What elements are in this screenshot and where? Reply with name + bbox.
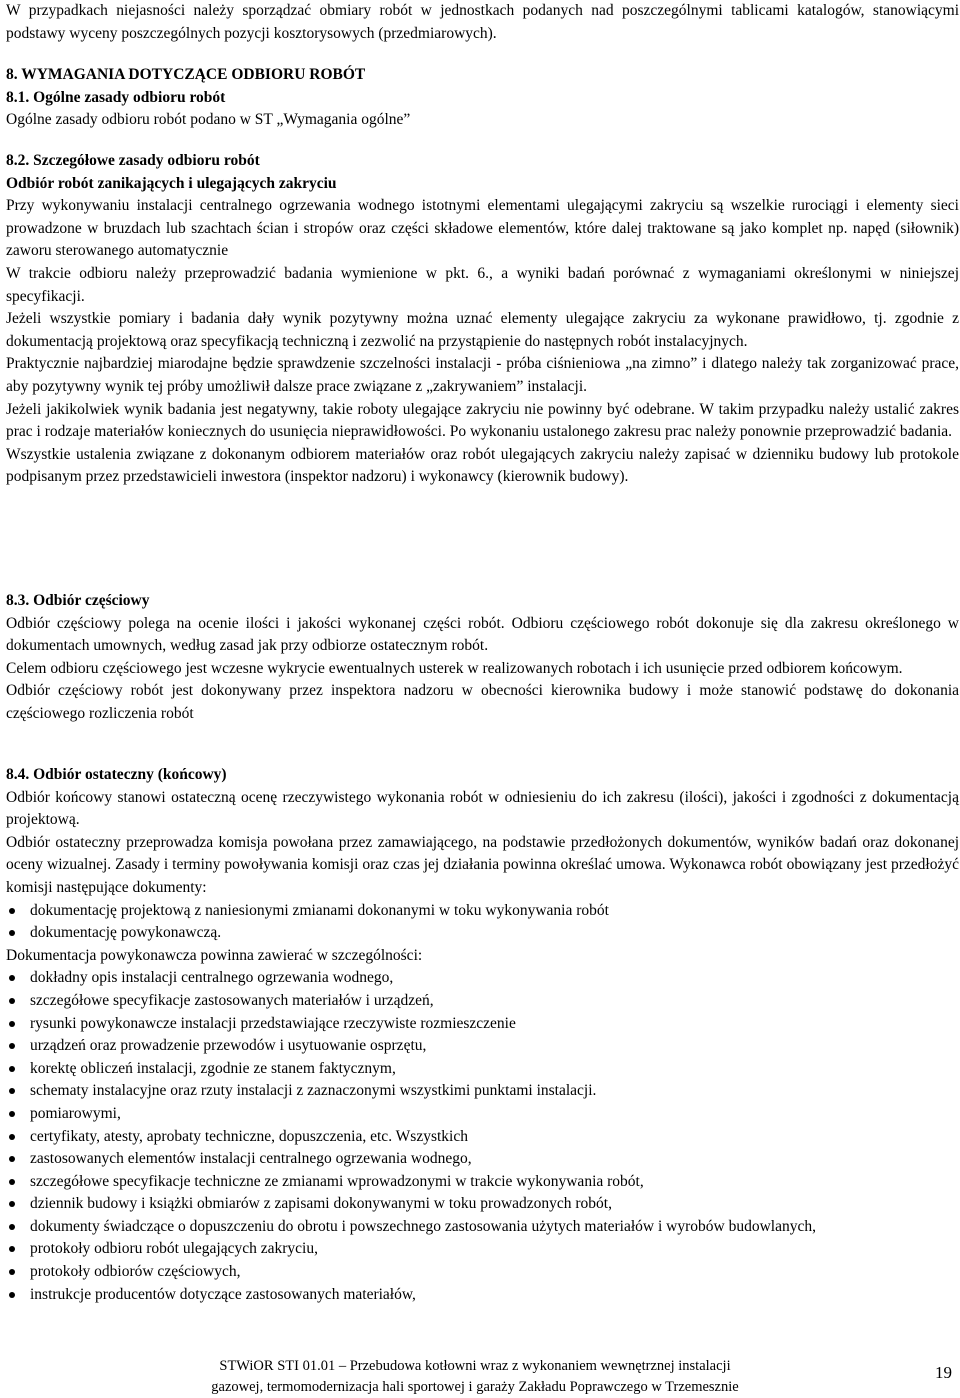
list-item: urządzeń oraz prowadzenie przewodów i usytuowanie osprzętu, xyxy=(6,1035,959,1058)
section-8-2-block xyxy=(6,150,959,489)
section-8-4-block xyxy=(6,764,959,1306)
section-8-2-paragraph-6: Wszystkie ustalenia związane z dokonanym odbiorem materiałów oraz robót ulegających zakryciu należy zapisać w dzienniku budowy lub protokole podpisanym przez przedstawicieli inwestora (inspektor nadzoru) i wykonawcy (kierownik budowy). xyxy=(6,445,959,486)
footer-line-2: gazowej, termomodernizacja hali sportowej i garaży Zakładu Poprawczego w Trzemesznie xyxy=(211,1379,739,1395)
list-item: protokoły odbiorów częściowych, xyxy=(6,1261,959,1284)
section-8-heading: 8. WYMAGANIA DOTYCZĄCE ODBIORU ROBÓT xyxy=(6,66,366,83)
section-8-4-heading: 8.4. Odbiór ostateczny (końcowy) xyxy=(6,766,227,783)
section-8-3-paragraph-3: Odbiór częściowy robót jest dokonywany przez inspektora nadzoru w obecności kierownika budowy i może stanowić podstawę do dokonania częściowego rozliczenia robót xyxy=(6,682,959,722)
page-number: 19 xyxy=(935,1363,952,1382)
section-8-1-heading: 8.1. Ogólne zasady odbioru robót xyxy=(6,88,226,106)
section-8-2-paragraph-1: Przy wykonywaniu instalacji centralnego ogrzewania wodnego istotnymi elementami ulegającymi zakryciu są wszelkie rurociągi i elementy sieci prowadzone w bruzdach lub szachtach ścian i stropów oraz części składowe elementów, które dalej traktowane są jako komplet np. napęd (siłownik) zaworu sterowanego automatycznie xyxy=(6,197,959,260)
section-8-2-paragraph-2: W trakcie odbioru należy przeprowadzić badania wymienione w pkt. 6., a wyniki badań porównać z wymaganiami określonymi w niniejszej specyfikacji. xyxy=(6,264,959,305)
section-8-2-heading: 8.2. Szczegółowe zasady odbioru robót xyxy=(6,152,260,169)
section-8-3-heading: 8.3. Odbiór częściowy xyxy=(6,592,150,609)
list-item: dokumentację projektową z naniesionymi zmianami dokonanymi w toku wykonywania robót xyxy=(6,900,959,923)
list-item: dokładny opis instalacji centralnego ogrzewania wodnego, xyxy=(6,967,959,990)
as-built-documentation-list xyxy=(6,967,959,1306)
section-8-4-paragraph-3: Dokumentacja powykonawcza powinna zawierać w szczególności: xyxy=(6,946,423,964)
intro-paragraph: W przypadkach niejasności należy sporządzać obmiary robót w jednostkach podanych nad poszczególnymi tablicami katalogów, stanowiącymi podstawy wyceny poszczególnych pozycji kosztorysowych (przedmiarowych). xyxy=(6,2,959,42)
list-item: certyfikaty, atesty, aprobaty techniczne, dopuszczenia, etc. Wszystkich xyxy=(6,1126,959,1149)
list-item: schematy instalacyjne oraz rzuty instalacji z zaznaczonymi wszystkimi punktami instalacji. xyxy=(6,1080,959,1103)
list-item: szczegółowe specyfikacje zastosowanych materiałów i urządzeń, xyxy=(6,990,959,1013)
section-8-3-block xyxy=(6,590,959,726)
footer-line-1: STWiOR STI 01.01 – Przebudowa kotłowni wraz z wykonaniem wewnętrznej instalacji xyxy=(219,1358,731,1374)
list-item: szczegółowe specyfikacje techniczne ze zmianami wprowadzonymi w trakcie wykonywania robót, xyxy=(6,1171,959,1194)
section-8-4-paragraph-1: Odbiór końcowy stanowi ostateczną ocenę rzeczywistego wykonania robót w odniesieniu do ich zakresu (ilości), jakości i zgodności z dokumentacją projektową. xyxy=(6,788,959,829)
section-8-3-paragraph-2: Celem odbioru częściowego jest wczesne wykrycie ewentualnych usterek w realizowanych robotach i ich usunięcie przed odbiorem końcowym. xyxy=(6,659,903,677)
section-8-3-paragraph-1: Odbiór częściowy polega na ocenie ilości i jakości wykonanej części robót. Odbioru częściowego robót dokonuje się dla zakresu określonego w dokumentach umownych, według zasad jak przy odbiorze ostatecznym robót. xyxy=(6,614,959,655)
list-item: dokumentację powykonawczą. xyxy=(6,922,959,945)
list-item: dokumenty świadczące o dopuszczeniu do obrotu i powszechnego zastosowania użytych materiałów i wyrobów budowlanych, xyxy=(6,1216,959,1239)
section-8-2-paragraph-4: Praktycznie najbardziej miarodajne będzie sprawdzenie szczelności instalacji - próba ciśnieniowa „na zimno” i dlatego należy tak zorganizować prace, aby pozytywny wynik tej próby umożliwił dalsze prace związane z „zakrywaniem” instalacji. xyxy=(6,355,959,395)
section-8-2-paragraph-5: Jeżeli jakikolwiek wynik badania jest negatywny, takie roboty ulegające zakryciu nie powinny być odebrane. W takim przypadku należy ustalić zakres prac i rodzaje materiałów koniecznych do usunięcia nieprawidłowości. Po wykonaniu ustalonego zakresu prac należy ponownie przeprowadzić badania. xyxy=(6,400,959,441)
section-8-block xyxy=(6,64,959,132)
list-item: protokoły odbioru robót ulegających zakryciu, xyxy=(6,1238,959,1261)
list-item: zastosowanych elementów instalacji centralnego ogrzewania wodnego, xyxy=(6,1148,959,1171)
list-item: dziennik budowy i książki obmiarów z zapisami dokonywanymi w toku prowadzonych robót, xyxy=(6,1193,959,1216)
page-footer xyxy=(150,1356,800,1398)
section-8-2-subheading: Odbiór robót zanikających i ulegających zakryciu xyxy=(6,174,337,192)
section-8-2-paragraph-3: Jeżeli wszystkie pomiary i badania dały wynik pozytywny można uznać elementy ulegające zakryciu za wykonane prawidłowo, tj. zgodnie z dokumentacją projektową oraz specyfikacją techniczną i zezwolić na przystąpienie do następnych robót instalacyjnych. xyxy=(6,310,959,350)
list-item: instrukcje producentów dotyczące zastosowanych materiałów, xyxy=(6,1284,959,1307)
list-item: rysunki powykonawcze instalacji przedstawiające rzeczywiste rozmieszczenie xyxy=(6,1013,959,1036)
intro-block xyxy=(6,0,959,45)
section-8-4-paragraph-2: Odbiór ostateczny przeprowadza komisja powołana przez zamawiającego, na podstawie przedłożonych dokumentów, wyników badań oraz dokonanej oceny wizualnej. Zasady i terminy powoływania komisji oraz czas jej działania powinna określać umowa. Wykonawca robót obowiązany jest przedłożyć komisji następujące dokumenty: xyxy=(6,833,959,896)
list-item: pomiarowymi, xyxy=(6,1103,959,1126)
required-documents-list xyxy=(6,900,959,945)
section-8-1-text: Ogólne zasady odbioru robót podano w ST „Wymagania ogólne” xyxy=(6,111,411,129)
list-item: korektę obliczeń instalacji, zgodnie ze stanem faktycznym, xyxy=(6,1058,959,1081)
